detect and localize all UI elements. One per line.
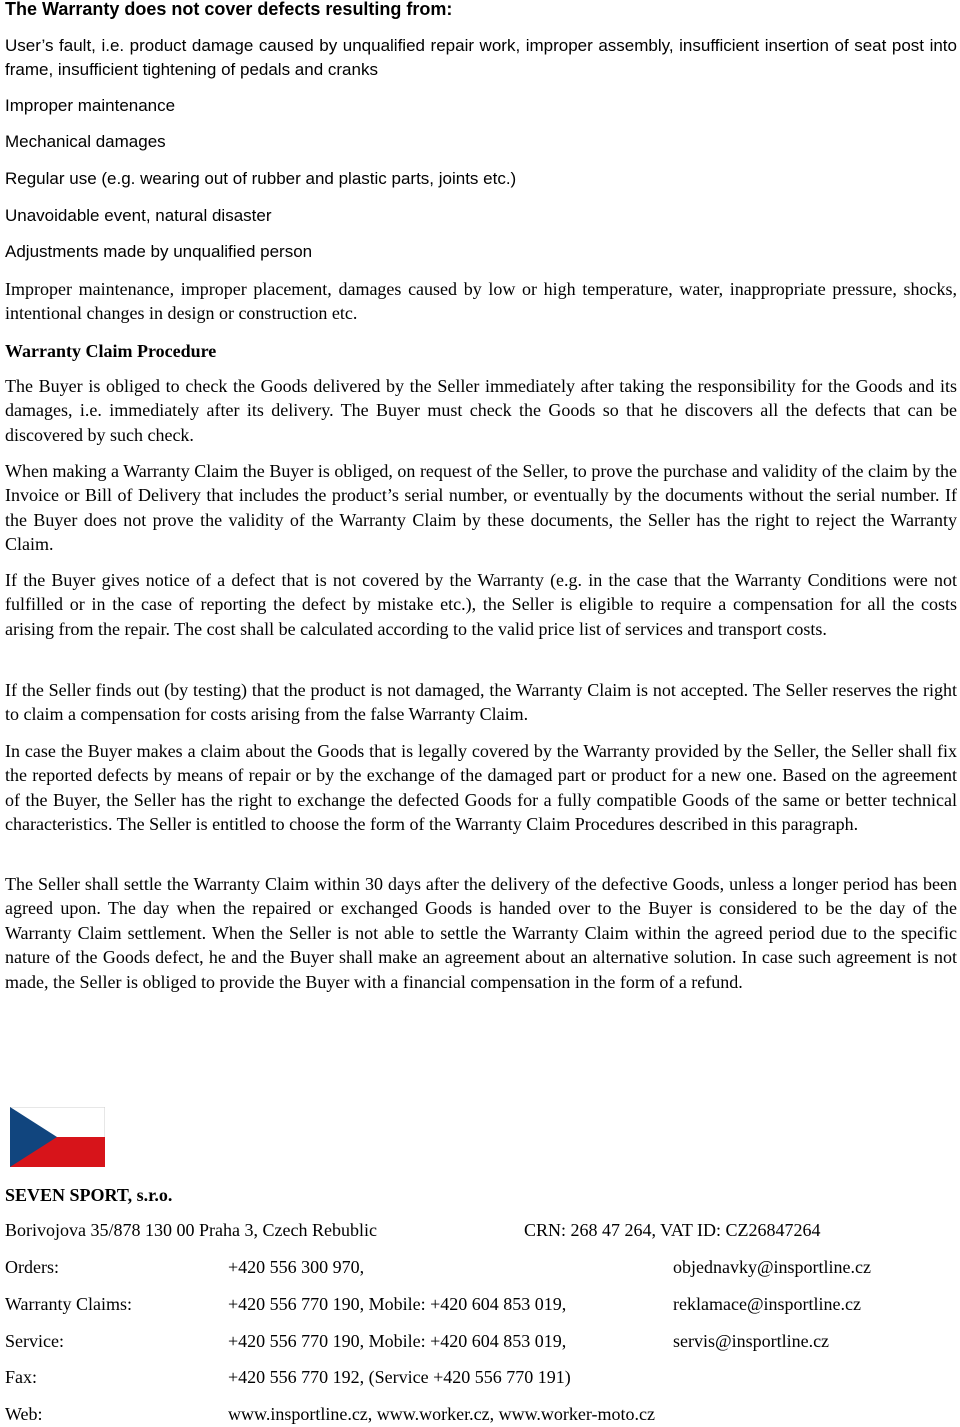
contact-row-orders xyxy=(5,1255,960,1279)
exclusion-item: Unavoidable event, natural disaster xyxy=(5,206,272,225)
contact-label: Orders: xyxy=(5,1257,59,1277)
paragraph: If the Seller finds out (by testing) that the product is not damaged, the Warranty Claim is not accepted. The Seller reserves the right to claim a compensation for costs arising from the false Warranty Claim. xyxy=(5,680,957,725)
contact-phone: +420 556 770 192, (Service +420 556 770 191) xyxy=(228,1367,571,1387)
contact-email[interactable]: servis@insportline.cz xyxy=(673,1331,830,1351)
exclusion-item: Improper maintenance xyxy=(5,96,176,115)
paragraph: If the Buyer gives notice of a defect that is not covered by the Warranty (e.g. in the case that the Warranty Conditions were not fulfilled or in the case of reporting the defect by mistake etc.), the Seller is eligible to require a compensation for all the costs arising from the repair. The cost shall be calculated according to the valid price list of services and transport costs. xyxy=(5,570,957,639)
company-crn: CRN: 268 47 264, VAT ID: CZ26847264 xyxy=(524,1220,821,1240)
contact-email[interactable]: reklamace@insportline.cz xyxy=(673,1294,861,1314)
paragraph: When making a Warranty Claim the Buyer is obliged, on request of the Seller, to prove the purchase and validity of the claim by the Invoice or Bill of Delivery that includes the product’s serial number, or eventually by the documents without the serial number. If the Buyer does not prove the validity of the Warranty Claim by these documents, the Seller has the right to reject the Warranty Claim. xyxy=(5,461,957,555)
paragraph-improper: Improper maintenance, improper placement, damages caused by low or high temperature, water, inappropriate pressure, shocks, intentional changes in design or construction etc. xyxy=(5,279,957,324)
contact-row-web xyxy=(5,1402,960,1426)
website-links[interactable]: www.insportline.cz, www.worker.cz, www.worker-moto.cz xyxy=(228,1404,656,1424)
contact-row-fax xyxy=(5,1365,960,1389)
address-row xyxy=(5,1218,960,1242)
contact-phone: +420 556 770 190, Mobile: +420 604 853 019, xyxy=(228,1331,567,1351)
paragraph: The Buyer is obliged to check the Goods delivered by the Seller immediately after taking the responsibility for the Goods and its damages, i.e. immediately after its delivery. The Buyer must check the Goods so that he discovers all the defects that can be discovered by such check. xyxy=(5,376,957,445)
contact-label: Warranty Claims: xyxy=(5,1294,133,1314)
czech-flag-icon xyxy=(10,1107,105,1167)
company-name: SEVEN SPORT, s.r.o. xyxy=(5,1185,173,1205)
exclusion-item: Adjustments made by unqualified person xyxy=(5,242,313,261)
contact-label: Service: xyxy=(5,1331,64,1351)
contact-phone: +420 556 770 190, Mobile: +420 604 853 019, xyxy=(228,1294,567,1314)
procedure-title: Warranty Claim Procedure xyxy=(5,341,217,361)
contact-email[interactable]: objednavky@insportline.cz xyxy=(673,1257,872,1277)
paragraph: The Seller shall settle the Warranty Claim within 30 days after the delivery of the defective Goods, unless a longer period has been agreed upon. The day when the repaired or exchanged Goods is handed over to the Buyer is considered to be the day of the Warranty Claim settlement. When the Seller is not able to settle the Warranty Claim within the agreed period due to the specific nature of the Goods defect, he and the Buyer shall make an agreement about an alternative solution. In case such agreement is not made, the Seller is obliged to provide the Buyer with a financial compensation in the form of a refund. xyxy=(5,874,957,992)
section-heading: The Warranty does not cover defects resulting from: xyxy=(5,0,453,19)
exclusion-item: Mechanical damages xyxy=(5,132,166,151)
contact-row-warranty xyxy=(5,1292,960,1316)
exclusion-item: User’s fault, i.e. product damage caused by unqualified repair work, improper assembly, insufficient insertion of seat post into frame, insufficient tightening of pedals and cranks xyxy=(5,36,957,79)
exclusion-item: Regular use (e.g. wearing out of rubber and plastic parts, joints etc.) xyxy=(5,169,517,188)
contact-phone: +420 556 300 970, xyxy=(228,1257,365,1277)
contact-row-service xyxy=(5,1329,960,1353)
contact-label: Web: xyxy=(5,1404,43,1424)
contact-label: Fax: xyxy=(5,1367,38,1387)
paragraph: In case the Buyer makes a claim about the Goods that is legally covered by the Warranty provided by the Seller, the Seller shall fix the reported defects by means of repair or by the exchange of the damaged part or product for a new one. Based on the agreement of the Buyer, the Seller has the right to exchange the defected Goods for a fully compatible Goods of the same or better technical characteristics. The Seller is entitled to choose the form of the Warranty Claim Procedures described in this paragraph. xyxy=(5,741,957,835)
company-address: Borivojova 35/878 130 00 Praha 3, Czech Rebublic xyxy=(5,1220,377,1240)
